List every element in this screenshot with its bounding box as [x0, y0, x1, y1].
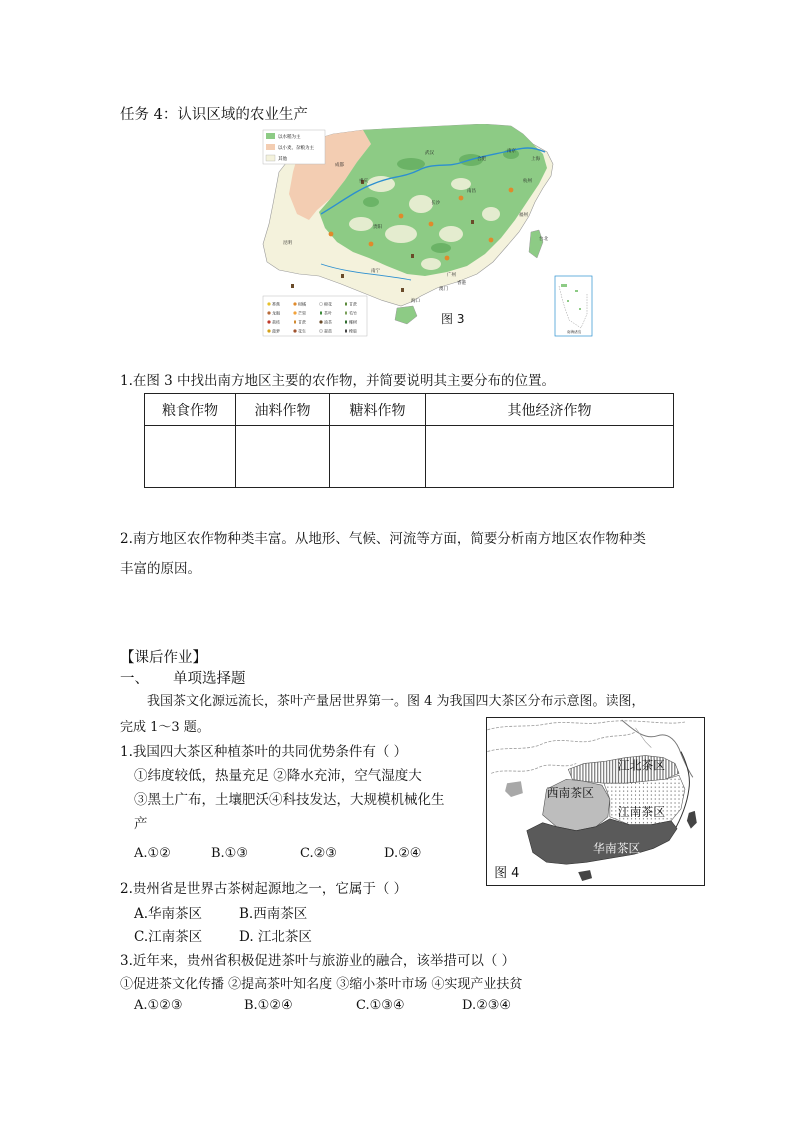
answer-cell-other[interactable] — [426, 426, 674, 488]
legend-top — [263, 130, 325, 164]
svg-text:橡胶: 橡胶 — [349, 328, 357, 334]
legend-wheat: 以小麦、杂粮为主 — [278, 146, 314, 151]
svg-text:甘蔗: 甘蔗 — [298, 319, 306, 325]
city-label: 贵阳 — [373, 225, 382, 230]
mc2-option-a[interactable]: A.华南茶区 — [134, 906, 203, 922]
city-label: 杭州 — [523, 179, 532, 184]
city-label: 南宁 — [371, 269, 380, 274]
question-2-line-1: 2.南方地区农作物种类丰富。从地形、气候、河流等方面，简要分析南方地区农作物种类 — [120, 531, 646, 547]
svg-text:油茶: 油茶 — [324, 319, 332, 325]
south-sea-inset — [555, 276, 592, 336]
city-label: 长沙 — [431, 201, 440, 206]
section-number: 一、 — [120, 671, 149, 687]
answer-cell-grain[interactable] — [145, 426, 236, 488]
city-label: 合肥 — [477, 157, 486, 162]
svg-text:龙眼: 龙眼 — [272, 310, 280, 316]
mc3-option-a[interactable]: A.①②③ — [134, 998, 183, 1013]
svg-text:花生: 花生 — [298, 328, 306, 334]
answer-cell-sugar[interactable] — [330, 426, 426, 488]
mc3-statements: ①促进茶文化传播 ②提高茶叶知名度 ③缩小茶叶市场 ④实现产业扶贫 — [120, 977, 523, 992]
legend-bottom — [263, 296, 367, 336]
svg-text:棉花: 棉花 — [324, 301, 332, 307]
svg-text:茶叶: 茶叶 — [324, 310, 332, 316]
city-label: 南京 — [507, 149, 516, 154]
mc2-option-d[interactable]: D. 江北茶区 — [239, 929, 312, 945]
svg-text:毛竹: 毛竹 — [349, 310, 357, 316]
label-huanan: 华南茶区 — [593, 841, 641, 856]
svg-text:甘蔗: 甘蔗 — [349, 301, 357, 307]
city-label: 南昌 — [467, 189, 476, 194]
figure-4-caption: 图 4 — [494, 866, 520, 882]
svg-text:柑橘: 柑橘 — [298, 301, 306, 307]
svg-text:椰树: 椰树 — [349, 319, 357, 325]
figure-4-map — [486, 717, 705, 886]
city-label: 昆明 — [283, 241, 292, 246]
homework-intro-line-1: 我国茶文化源远流长，茶叶产量居世界第一。图 4 为我国四大茶区分布示意图。读图， — [147, 694, 645, 709]
mc3-option-d[interactable]: D.②③④ — [462, 998, 512, 1013]
city-label: 澳门 — [439, 287, 448, 292]
mc1-statement-1: ①纬度较低，热量充足 ②降水充沛，空气湿度大 — [134, 768, 422, 784]
city-label: 成都 — [335, 163, 344, 168]
mc2-option-c[interactable]: C.江南茶区 — [134, 929, 203, 945]
city-label: 香港 — [457, 281, 466, 286]
mc1-statement-2: ③黑土广布，土壤肥沃④科技发达，大规模机械化生 — [134, 792, 445, 808]
header-grain-crops: 粮食作物 — [145, 394, 236, 426]
taiwan-island — [529, 230, 543, 258]
header-other-crops: 其他经济作物 — [426, 394, 674, 426]
city-label: 上海 — [531, 157, 540, 162]
svg-text:菠萝: 菠萝 — [272, 328, 280, 334]
city-label: 广州 — [447, 273, 456, 278]
task-title: 任务 4：认识区域的农业生产 — [120, 107, 308, 123]
mc1-option-b[interactable]: B.①③ — [211, 846, 248, 861]
mc1-option-c[interactable]: C.②③ — [300, 846, 337, 861]
answer-cell-oil[interactable] — [236, 426, 330, 488]
label-jiangbei: 江北茶区 — [617, 758, 666, 773]
legend-rice: 以水稻为主 — [278, 135, 301, 140]
legend-other: 其他 — [278, 157, 287, 162]
section-title: 单项选择题 — [173, 671, 246, 687]
mc3-stem: 3.近年来，贵州省积极促进茶叶与旅游业的融合，该举措可以（ ） — [120, 953, 516, 969]
figure-3-caption: 图 3 — [441, 312, 465, 326]
question-1: 1.在图 3 中找出南方地区主要的农作物，并简要说明其主要分布的位置。 — [120, 373, 556, 389]
header-sugar-crops: 糖料作物 — [330, 394, 426, 426]
city-label: 福州 — [519, 213, 528, 218]
city-label: 武汉 — [425, 151, 434, 156]
svg-text:荔枝: 荔枝 — [272, 319, 280, 325]
city-label: 重庆 — [359, 179, 368, 184]
svg-text:芒果: 芒果 — [298, 310, 306, 316]
label-jiangnan: 江南茶区 — [617, 804, 666, 819]
inset-label: 南海诸岛 — [567, 330, 582, 334]
mc1-statement-3: 产 — [134, 816, 148, 832]
mc1-option-a[interactable]: A.①② — [134, 846, 171, 861]
mc3-option-c[interactable]: C.①③④ — [356, 998, 405, 1013]
svg-text:蚕茧: 蚕茧 — [324, 328, 332, 334]
figure-3-map — [261, 124, 594, 338]
label-southwest: 西南茶区 — [546, 786, 594, 801]
mc1-stem: 1.我国四大茶区种植茶叶的共同优势条件有（ ） — [120, 744, 408, 760]
city-label: 台北 — [539, 237, 548, 242]
header-oil-crops: 油料作物 — [236, 394, 330, 426]
svg-text:香蕉: 香蕉 — [272, 301, 280, 307]
homework-intro-line-2: 完成 1～3 题。 — [120, 720, 210, 735]
crop-table — [144, 393, 674, 488]
mc1-option-d[interactable]: D.②④ — [384, 846, 422, 861]
mc2-stem: 2.贵州省是世界古茶树起源地之一，它属于（ ） — [120, 881, 408, 897]
question-2-line-2: 丰富的原因。 — [120, 561, 201, 577]
homework-title: 【课后作业】 — [120, 650, 207, 666]
mc2-option-b[interactable]: B.西南茶区 — [239, 906, 308, 922]
mc3-option-b[interactable]: B.①②④ — [244, 998, 293, 1013]
hainan-island — [395, 306, 417, 324]
city-label: 海口 — [411, 299, 420, 304]
